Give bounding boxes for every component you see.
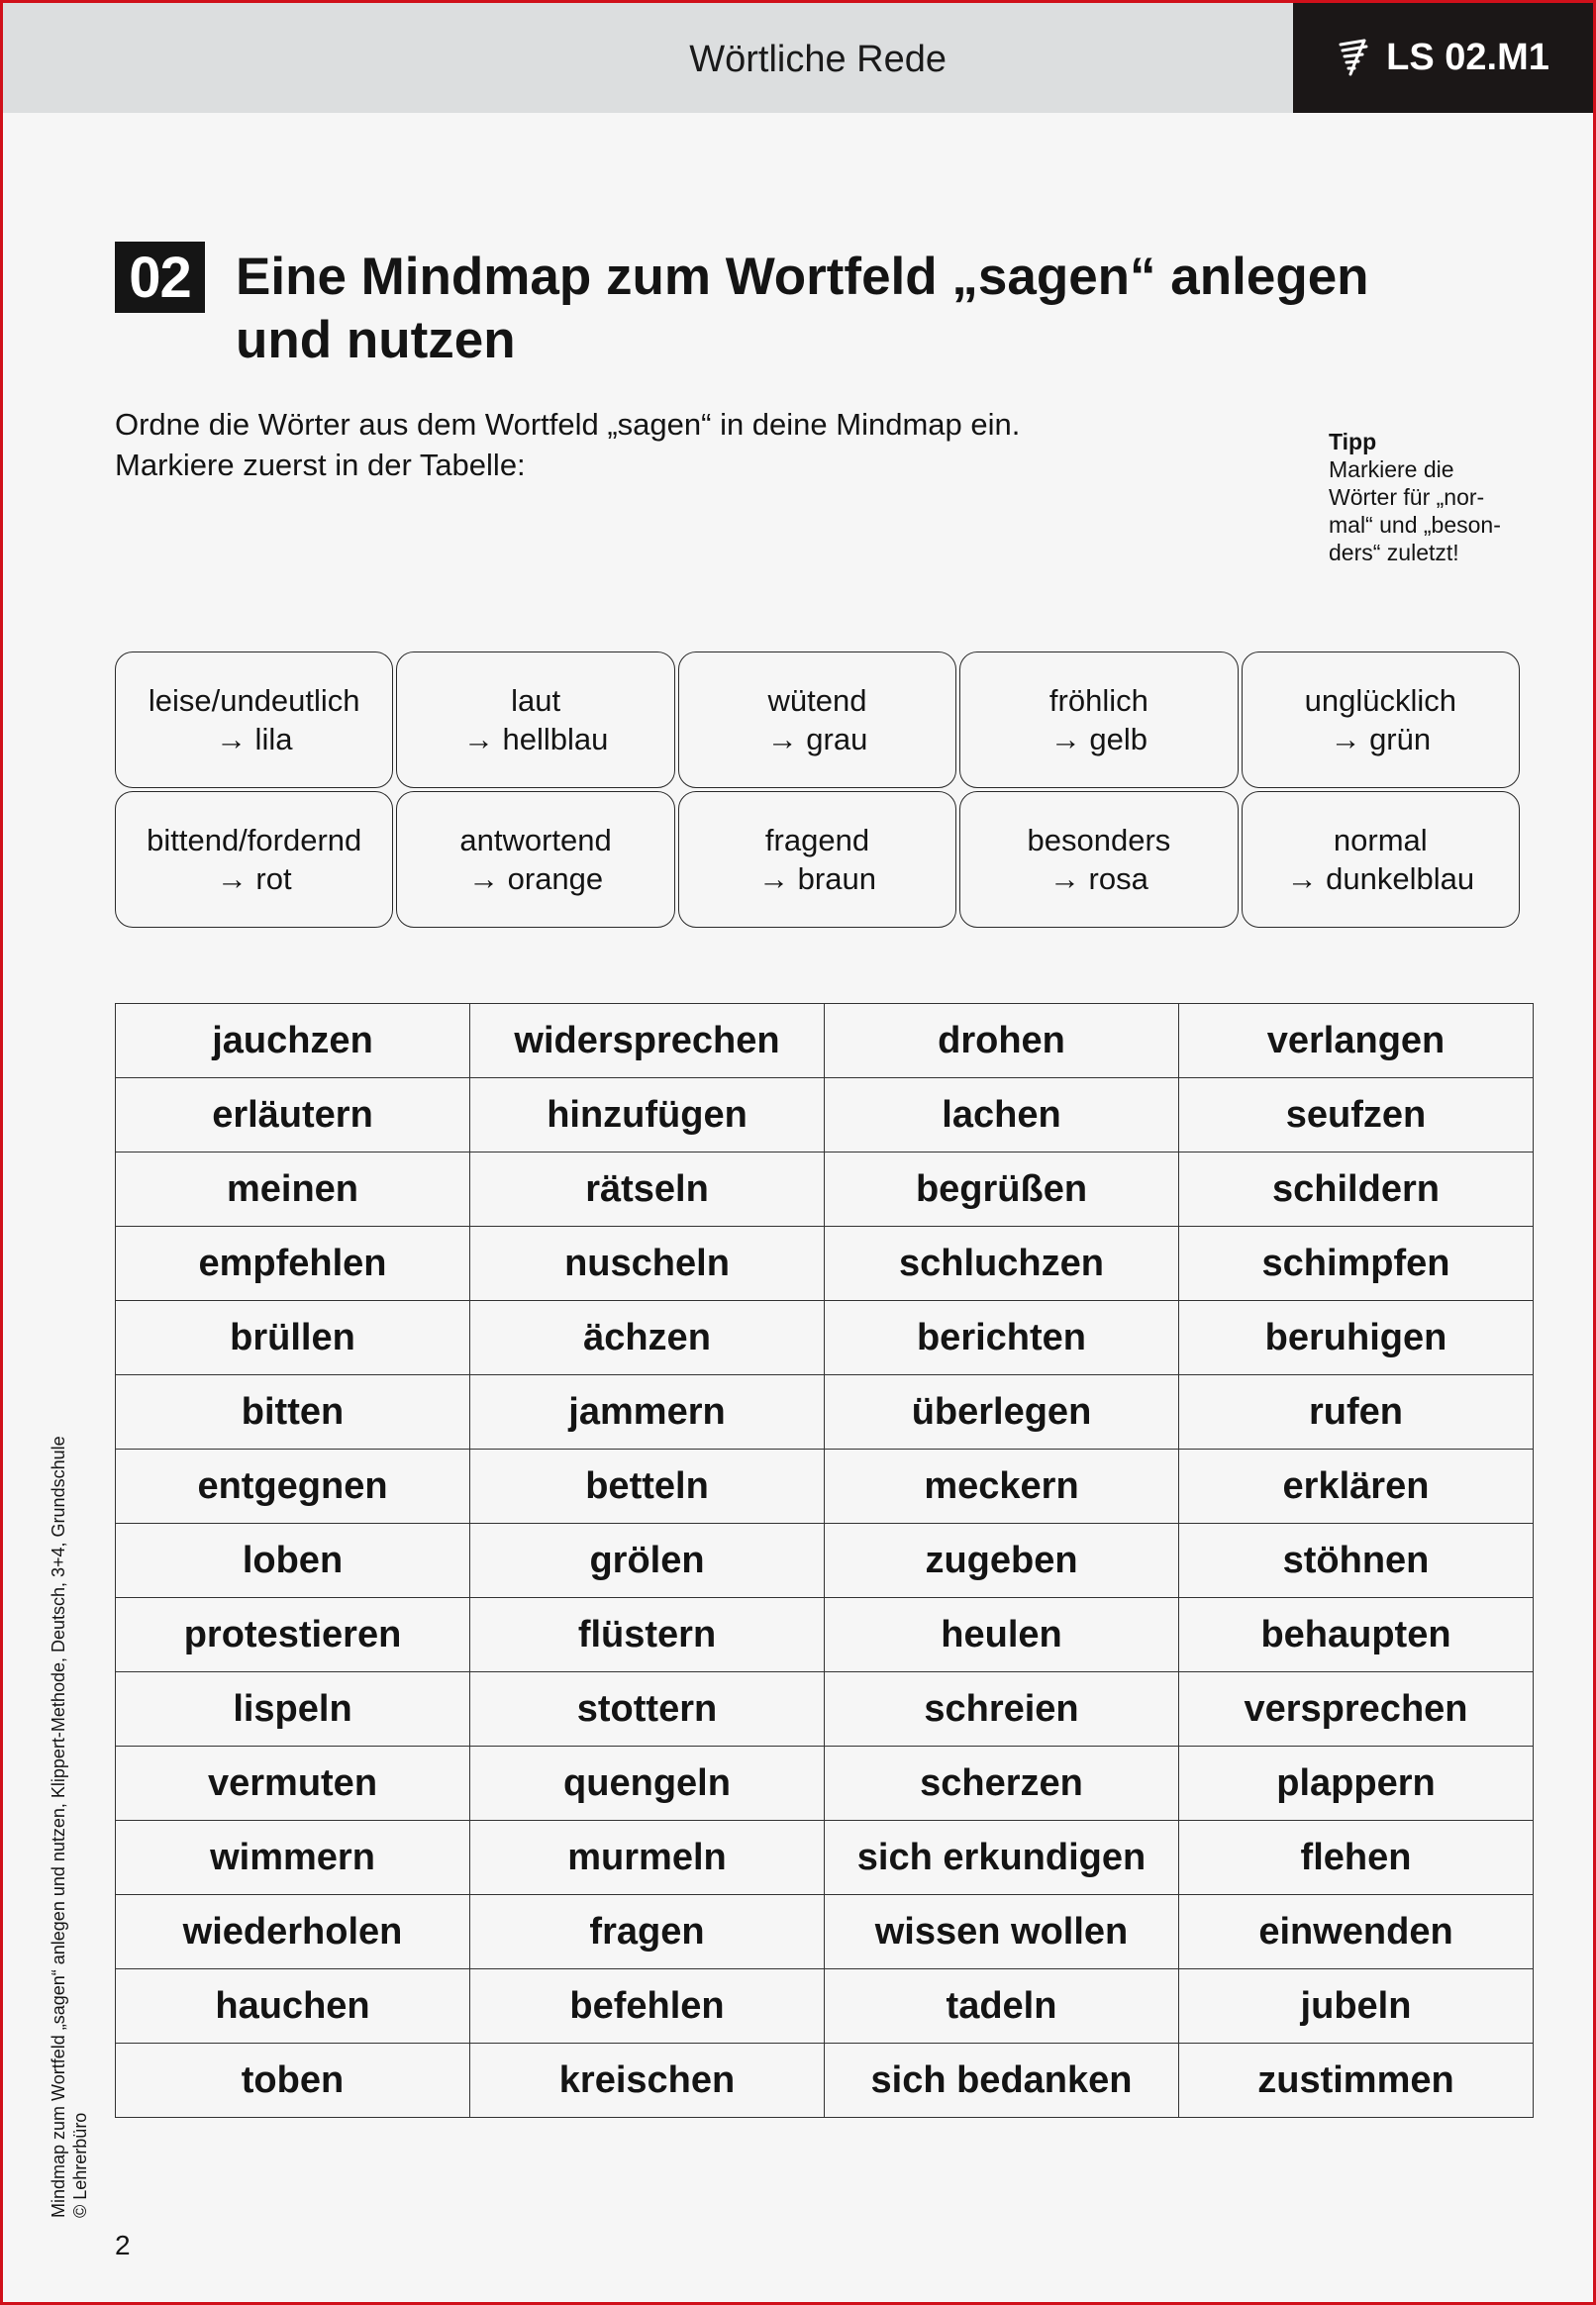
word-cell[interactable]: meinen [116,1152,470,1227]
word-cell[interactable]: protestieren [116,1598,470,1672]
word-cell[interactable]: behaupten [1179,1598,1534,1672]
legend-item [115,651,393,788]
word-cell[interactable]: drohen [825,1004,1179,1078]
tip-line: ders“ zuletzt! [1329,540,1459,565]
word-cell[interactable]: heulen [825,1598,1179,1672]
word-cell[interactable]: rätseln [470,1152,825,1227]
word-cell[interactable]: toben [116,2044,470,2118]
legend-color: → hellblau [462,722,609,756]
table-row [116,1821,1534,1895]
word-cell[interactable]: hauchen [116,1969,470,2044]
table-row [116,1524,1534,1598]
material-code: LS 02.M1 [1386,37,1549,78]
word-cell[interactable]: sich erkundigen [825,1821,1179,1895]
copyright-line: © Lehrerbüro [70,2112,90,2218]
word-cell[interactable]: schluchzen [825,1227,1179,1301]
tip-box [1329,428,1546,566]
word-cell[interactable]: jubeln [1179,1969,1534,2044]
word-cell[interactable]: stottern [470,1672,825,1747]
legend-color: → rosa [1048,861,1148,896]
color-legend [115,651,1520,928]
legend-color: → lila [215,722,293,756]
word-cell[interactable]: einwenden [1179,1895,1534,1969]
word-cell[interactable]: scherzen [825,1747,1179,1821]
word-cell[interactable]: jauchzen [116,1004,470,1078]
word-cell[interactable]: flehen [1179,1821,1534,1895]
word-cell[interactable]: wimmern [116,1821,470,1895]
spiral-logo-icon [1337,39,1370,78]
table-row [116,1450,1534,1524]
legend-item [678,651,956,788]
word-cell[interactable]: tadeln [825,1969,1179,2044]
table-row [116,1895,1534,1969]
word-cell[interactable]: quengeln [470,1747,825,1821]
tip-line: Markiere die [1329,456,1454,482]
word-cell[interactable]: verlangen [1179,1004,1534,1078]
tip-line: mal“ und „beson- [1329,512,1501,538]
word-cell[interactable]: lispeln [116,1672,470,1747]
word-cell[interactable]: hinzufügen [470,1078,825,1152]
instruction-line: Ordne die Wörter aus dem Wortfeld „sagen“ in deine Mindmap ein. [115,407,1021,442]
table-row [116,1301,1534,1375]
word-cell[interactable]: fragen [470,1895,825,1969]
word-cell[interactable]: meckern [825,1450,1179,1524]
material-code-box [1293,3,1593,113]
legend-label: unglücklich [1304,683,1456,718]
legend-label: wütend [767,683,867,718]
word-cell[interactable]: zustimmen [1179,2044,1534,2118]
legend-label: antwortend [459,823,612,857]
table-row [116,1227,1534,1301]
table-row [116,2044,1534,2118]
legend-color: → dunkelblau [1286,861,1475,896]
legend-color: → braun [758,861,876,896]
legend-color: → orange [468,861,604,896]
word-cell[interactable]: grölen [470,1524,825,1598]
legend-item [959,651,1238,788]
word-cell[interactable]: stöhnen [1179,1524,1534,1598]
legend-item [1242,791,1520,928]
word-cell[interactable]: ächzen [470,1301,825,1375]
legend-item [115,791,393,928]
word-cell[interactable]: berichten [825,1301,1179,1375]
word-cell[interactable]: beruhigen [1179,1301,1534,1375]
word-cell[interactable]: loben [116,1524,470,1598]
legend-item [678,791,956,928]
legend-label: besonders [1027,823,1171,857]
page-number: 2 [115,2230,131,2260]
legend-label: leise/undeutlich [148,683,360,718]
legend-item [396,651,674,788]
word-cell[interactable]: entgegnen [116,1450,470,1524]
word-cell[interactable]: befehlen [470,1969,825,2044]
legend-label: laut [511,683,561,718]
table-row [116,1747,1534,1821]
word-cell[interactable]: schreien [825,1672,1179,1747]
side-credit [48,1327,91,2218]
word-cell[interactable]: brüllen [116,1301,470,1375]
word-table [115,1003,1534,2118]
credit-line: Mindmap zum Wortfeld „sagen“ anlegen und nutzen, Klippert-Methode, Deutsch, 3+4, Grundschule [49,1436,68,2218]
word-cell[interactable]: schimpfen [1179,1227,1534,1301]
word-cell[interactable]: jammern [470,1375,825,1450]
legend-color: → grau [766,722,868,756]
section-title: Wörtliche Rede [689,39,947,80]
word-cell[interactable]: kreischen [470,2044,825,2118]
word-cell[interactable]: vermuten [116,1747,470,1821]
word-cell[interactable]: lachen [825,1078,1179,1152]
table-row [116,1672,1534,1747]
tip-line: Wörter für „nor- [1329,484,1485,510]
legend-color: → gelb [1049,722,1147,756]
legend-color: → rot [216,861,292,896]
word-cell[interactable]: widersprechen [470,1004,825,1078]
word-cell[interactable]: plappern [1179,1747,1534,1821]
legend-label: fragend [764,823,870,857]
legend-item [396,791,674,928]
instructions [115,404,1253,485]
word-cell[interactable]: betteln [470,1450,825,1524]
legend-item [1242,651,1520,788]
table-row [116,1004,1534,1078]
word-cell[interactable]: erläutern [116,1078,470,1152]
table-row [116,1969,1534,2044]
word-cell[interactable]: flüstern [470,1598,825,1672]
legend-label: fröhlich [1048,683,1148,718]
word-cell[interactable]: zugeben [825,1524,1179,1598]
table-row [116,1375,1534,1450]
instruction-line: Markiere zuerst in der Tabelle: [115,448,526,482]
header-bar [3,3,1293,113]
word-cell[interactable]: begrüßen [825,1152,1179,1227]
table-row [116,1152,1534,1227]
word-cell[interactable]: nuscheln [470,1227,825,1301]
word-cell[interactable]: bitten [116,1375,470,1450]
exercise-title: Eine Mindmap zum Wortfeld „sagen“ anlegen und nutzen [236,248,1369,369]
word-cell[interactable]: empfehlen [116,1227,470,1301]
word-cell[interactable]: sich bedanken [825,2044,1179,2118]
exercise-number: 02 [115,242,205,313]
word-cell[interactable]: seufzen [1179,1078,1534,1152]
word-cell[interactable]: rufen [1179,1375,1534,1450]
legend-label: bittend/fordernd [147,823,362,857]
legend-label: normal [1333,823,1428,857]
tip-title: Tipp [1329,429,1377,454]
word-cell[interactable]: wiederholen [116,1895,470,1969]
word-cell[interactable]: überlegen [825,1375,1179,1450]
legend-item [959,791,1238,928]
word-cell[interactable]: schildern [1179,1152,1534,1227]
word-cell[interactable]: erklären [1179,1450,1534,1524]
word-cell[interactable]: murmeln [470,1821,825,1895]
table-row [116,1598,1534,1672]
table-row [116,1078,1534,1152]
word-cell[interactable]: versprechen [1179,1672,1534,1747]
legend-color: → grün [1330,722,1432,756]
word-cell[interactable]: wissen wollen [825,1895,1179,1969]
